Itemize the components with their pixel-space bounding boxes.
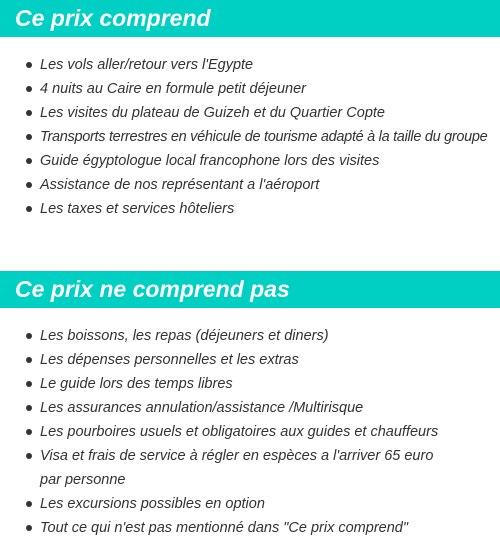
included-title: Ce prix comprend [0,0,500,37]
bullet-icon [26,405,32,411]
excluded-list [0,324,500,540]
list-item-text: Les taxes et services hôteliers [40,201,235,217]
list-item-text: Les excursions possibles en option [40,496,265,512]
bullet-icon [26,182,32,188]
list-item [0,396,500,420]
list-item [0,125,500,149]
list-item-text: Les pourboires usuels et obligatoires aux guides et chauffeurs [40,424,439,440]
bullet-icon [26,453,32,459]
list-item-text: Les vols aller/retour vers l'Egypte [40,57,254,73]
list-item-text: Guide égyptologue local francophone lors des visites [40,153,380,169]
list-item [0,173,500,197]
list-item-text: Transports terrestres en véhicule de tourisme adapté à la taille du groupe [40,129,488,145]
list-item-text: Les assurances annulation/assistance /Multirisque [40,400,364,416]
bullet-icon [26,501,32,507]
bullet-icon [26,381,32,387]
bullet-icon [26,134,32,140]
list-item [0,492,500,516]
list-item-text: Les visites du plateau de Guizeh et du Quartier Copte [40,105,385,121]
list-item [0,348,500,372]
list-item-text: Assistance de nos représentant a l'aéroport [40,177,320,193]
list-item [0,53,500,77]
included-section [0,0,500,221]
list-item-text: Les dépenses personnelles et les extras [40,352,299,368]
bullet-icon [26,333,32,339]
list-item-text: 4 nuits au Caire en formule petit déjeuner [40,81,306,97]
list-item [0,197,500,221]
bullet-icon [26,525,32,531]
excluded-title: Ce prix ne comprend pas [0,271,500,308]
list-item [0,77,500,101]
list-item [0,149,500,173]
list-item [0,324,500,348]
included-list [0,53,500,221]
bullet-icon [26,429,32,435]
list-item-text: Les boissons, les repas (déjeuners et diners) [40,328,329,344]
list-item-text: Tout ce qui n'est pas mentionné dans "Ce prix comprend" [40,520,408,536]
list-item-text: Visa et frais de service à régler en espèces a l'arriver 65 euro par personne [40,448,434,488]
bullet-icon [26,357,32,363]
excluded-section [0,271,500,540]
bullet-icon [26,158,32,164]
list-item-text: Le guide lors des temps libres [40,376,233,392]
bullet-icon [26,62,32,68]
list-item [0,516,500,540]
list-item [0,444,500,492]
bullet-icon [26,206,32,212]
list-item [0,372,500,396]
bullet-icon [26,86,32,92]
list-item [0,420,500,444]
bullet-icon [26,110,32,116]
list-item [0,101,500,125]
